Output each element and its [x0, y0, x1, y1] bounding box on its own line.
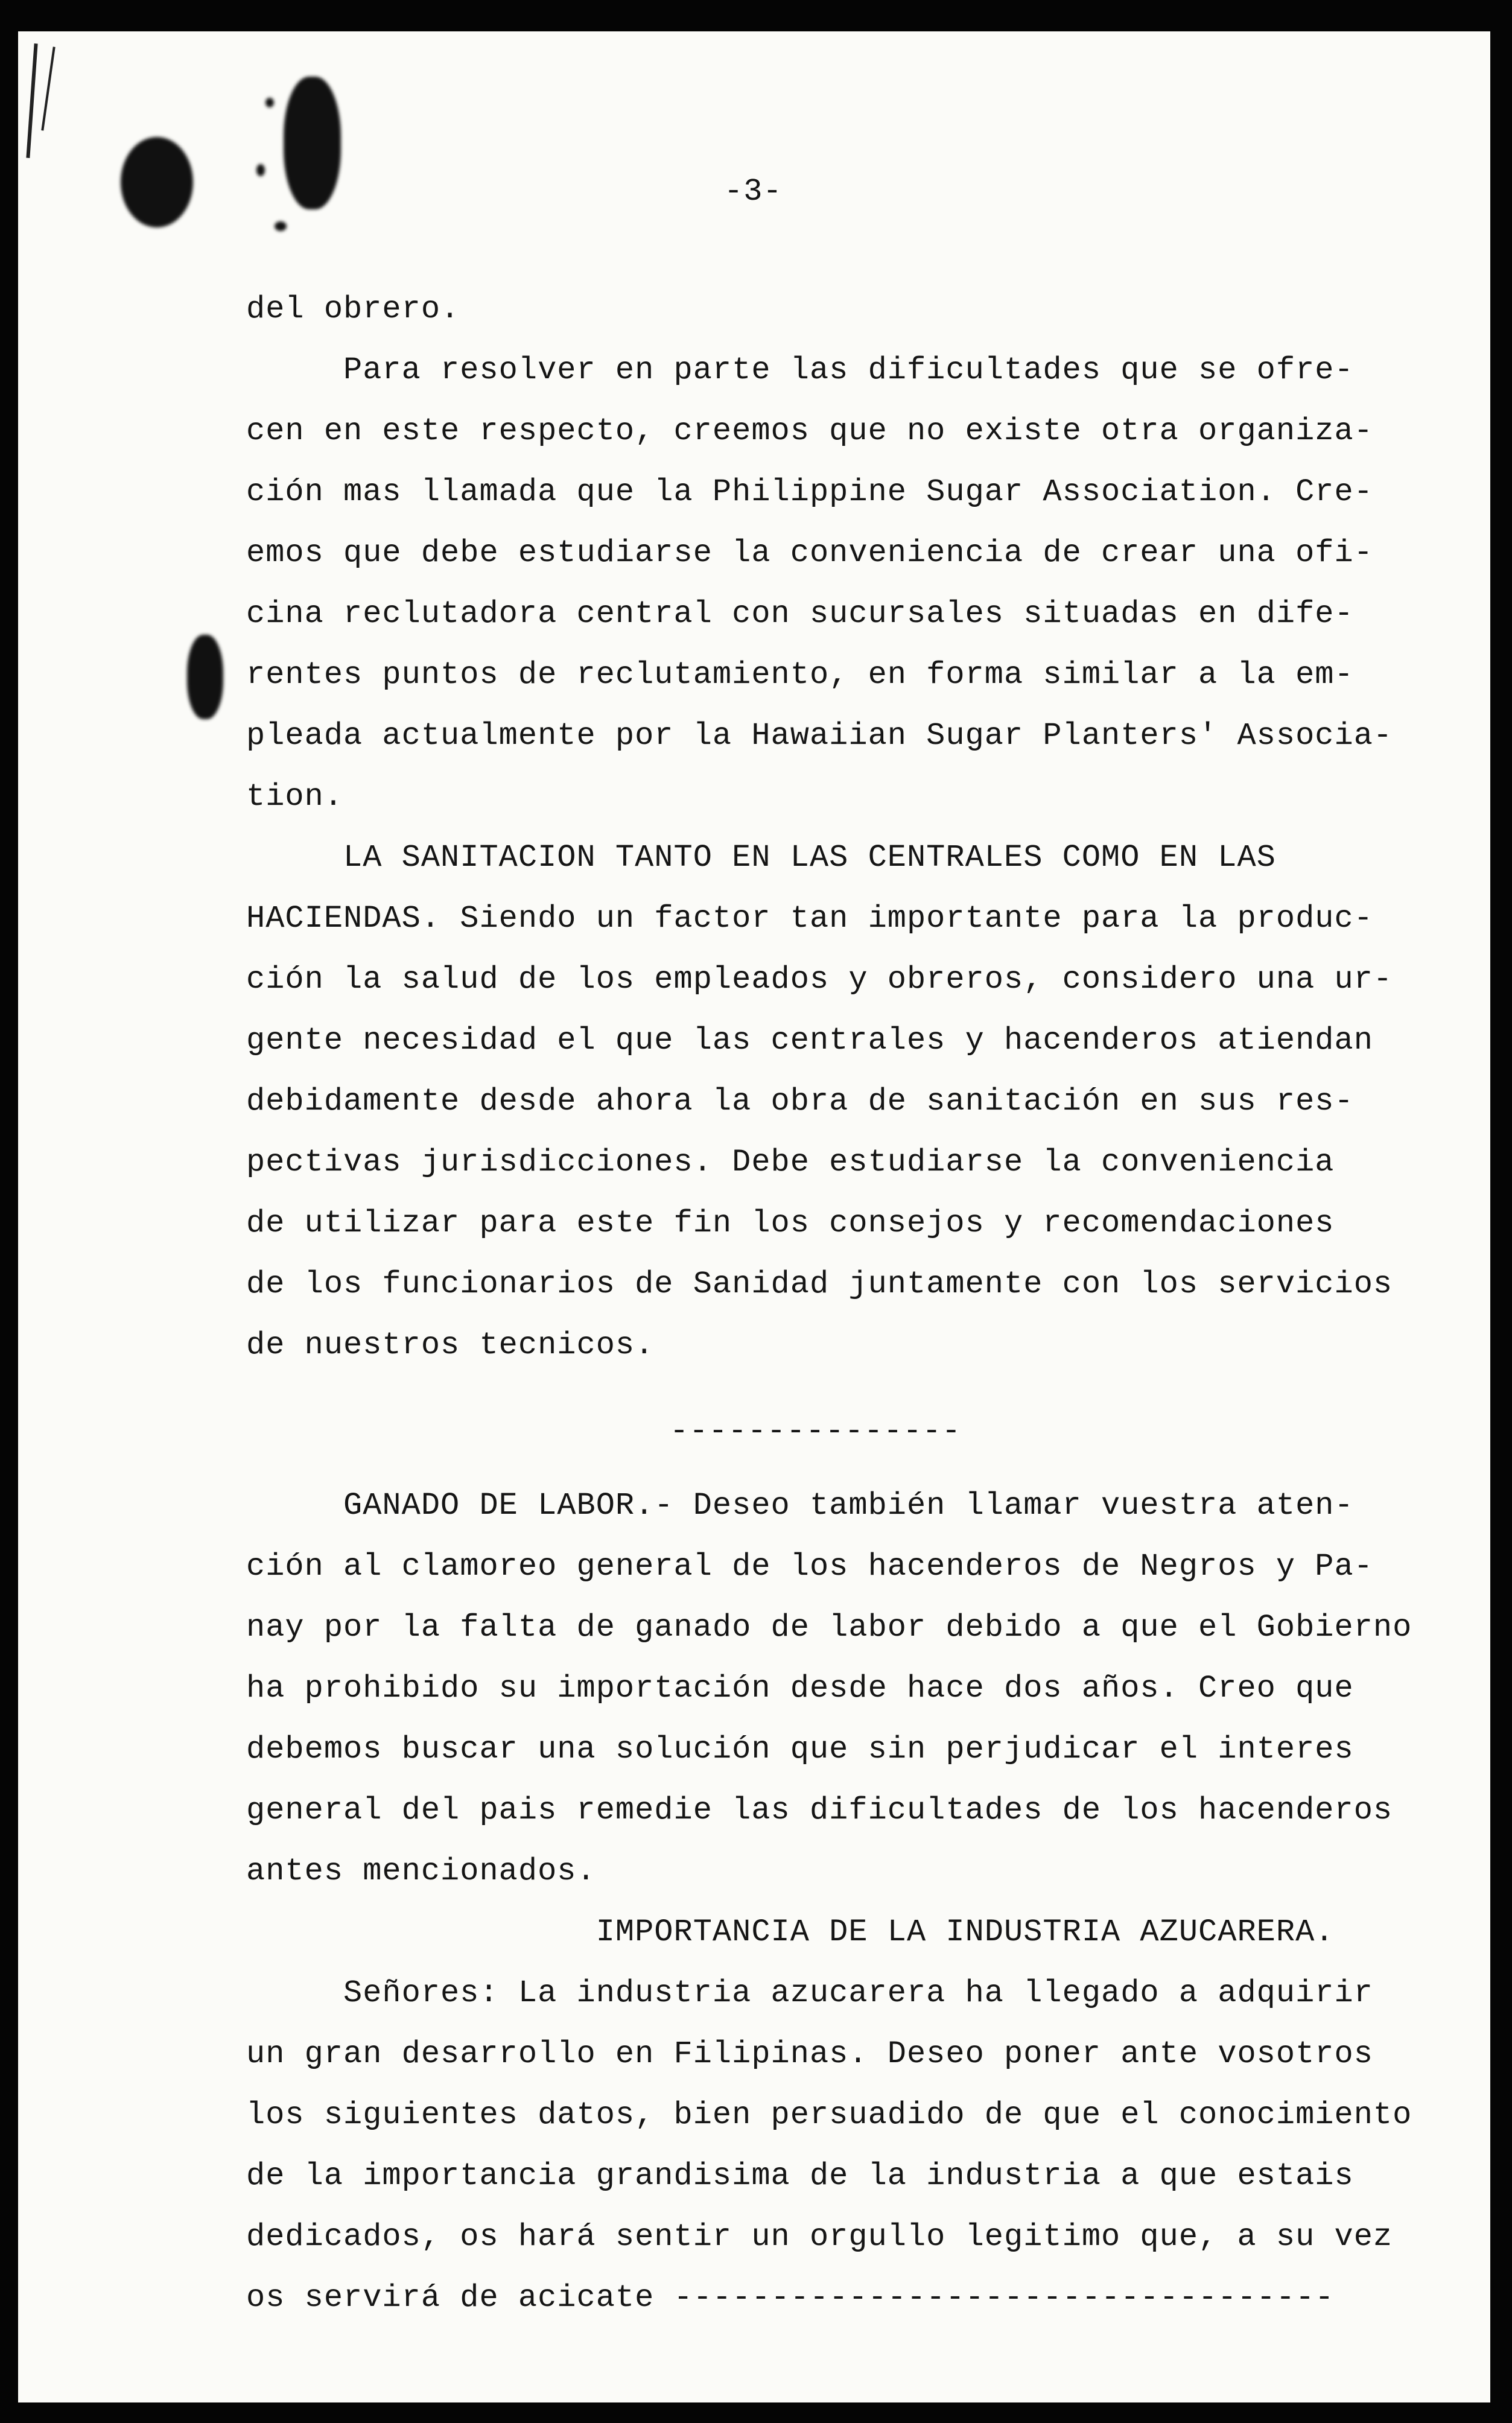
text-line: Señores: La industria azucarera ha llegado a adquirir — [246, 1975, 1373, 2011]
ink-spot-small-3 — [275, 221, 287, 231]
text-line: un gran desarrollo en Filipinas. Deseo poner ante vosotros — [246, 2036, 1373, 2072]
text-line: general del pais remedie las dificultades de los hacenderos — [246, 1793, 1393, 1828]
text-line: cina reclutadora central con sucursales situadas en dife- — [246, 596, 1354, 632]
ink-blot-top-left — [121, 137, 193, 227]
typed-page — [18, 31, 1490, 2402]
text-line: ción al clamoreo general de los hacenderos de Negros y Pa- — [246, 1549, 1373, 1584]
text-line: los siguientes datos, bien persuadido de que el conocimiento — [246, 2097, 1412, 2133]
text-line: gente necesidad el que las centrales y hacenderos atiendan — [246, 1023, 1373, 1058]
text-line: de los funcionarios de Sanidad juntamente con los servicios — [246, 1266, 1393, 1302]
ink-blot-top — [284, 77, 341, 209]
text-line: pleada actualmente por la Hawaiian Sugar Planters' Associa- — [246, 718, 1393, 754]
ink-spot-small — [265, 98, 274, 107]
text-line: nay por la falta de ganado de labor debido a que el Gobierno — [246, 1610, 1412, 1645]
text-line: ha prohibido su importación desde hace dos años. Creo que — [246, 1671, 1354, 1706]
text-line: rentes puntos de reclutamiento, en forma similar a la em- — [246, 657, 1354, 693]
text-line: ción mas llamada que la Philippine Sugar Association. Cre- — [246, 474, 1373, 510]
text-line: ción la salud de los empleados y obreros, considero una ur- — [246, 962, 1393, 997]
text-line: debemos buscar una solución que sin perjudicar el interes — [246, 1732, 1354, 1767]
text-line: HACIENDAS. Siendo un factor tan importante para la produc- — [246, 901, 1373, 936]
ink-spot-small-2 — [256, 164, 265, 176]
page-number: -3- — [724, 174, 783, 209]
section-separator: --------------- — [670, 1414, 962, 1449]
ink-blot-margin — [187, 635, 223, 719]
text-line: de utilizar para este fin los consejos y recomendaciones — [246, 1205, 1335, 1241]
text-line: tion. — [246, 779, 344, 815]
text-line: antes mencionados. — [246, 1853, 596, 1889]
text-line: debidamente desde ahora la obra de sanitación en sus res- — [246, 1084, 1354, 1119]
text-line: emos que debe estudiarse la conveniencia de crear una ofi- — [246, 535, 1373, 571]
text-line: pectivas jurisdicciones. Debe estudiarse la conveniencia — [246, 1145, 1335, 1180]
text-line: de nuestros tecnicos. — [246, 1327, 655, 1363]
margin-streak-left — [26, 43, 37, 158]
text-line: cen en este respecto, creemos que no existe otra organiza- — [246, 413, 1373, 449]
margin-streak-left-2 — [41, 46, 55, 130]
text-line: de la importancia grandisima de la industria a que estais — [246, 2158, 1354, 2194]
section-heading-importancia: IMPORTANCIA DE LA INDUSTRIA AZUCARERA. — [246, 1914, 1335, 1950]
section-heading-sanitacion: LA SANITACION TANTO EN LAS CENTRALES COMO EN LAS — [246, 840, 1276, 875]
text-line: del obrero. — [246, 291, 460, 327]
section-heading-ganado: GANADO DE LABOR.- Deseo también llamar vuestra aten- — [246, 1488, 1354, 1523]
text-line: os servirá de acicate ---------------------------------- — [246, 2280, 1335, 2316]
text-line: Para resolver en parte las dificultades que se ofre- — [246, 352, 1354, 388]
text-line: dedicados, os hará sentir un orgullo legitimo que, a su vez — [246, 2219, 1393, 2255]
